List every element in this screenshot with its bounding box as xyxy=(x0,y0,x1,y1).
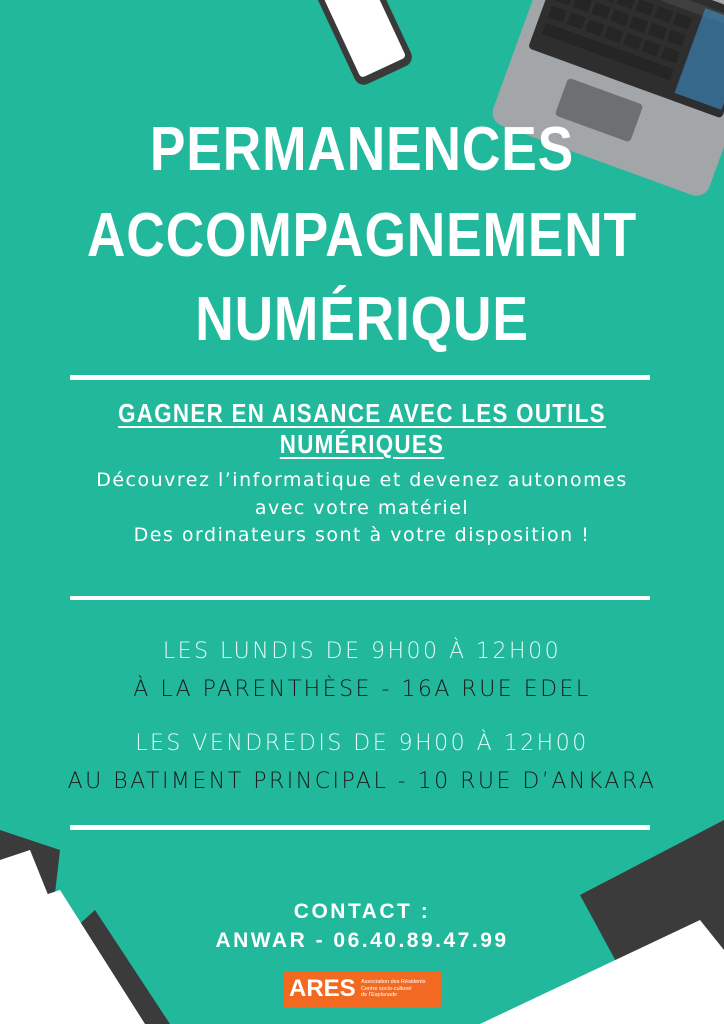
contact-phone: ANWAR - 06.40.89.47.99 xyxy=(215,929,509,952)
title-line-3: NUMÉRIQUE xyxy=(195,285,529,354)
description-line-3: Des ordinateurs sont à votre disposition ! xyxy=(133,524,591,546)
divider xyxy=(70,375,650,380)
logo-wordmark: ARES xyxy=(289,975,356,1002)
smartphone-icon xyxy=(300,0,430,105)
ares-logo xyxy=(283,971,441,1007)
subtitle: GAGNER EN AISANCE AVEC LES OUTILS NUMÉRIQUES xyxy=(118,398,606,459)
logo-subtitle-line: Centre socio-culturel xyxy=(361,985,412,992)
logo-subtitle-line: de l’Esplanade xyxy=(361,992,398,999)
schedule-friday-time: LES VENDREDIS DE 9H00 À 12H00 xyxy=(135,731,589,756)
logo-subtitle-line: Association des Résidents xyxy=(361,979,426,986)
divider xyxy=(70,596,650,600)
title-line-2: ACCOMPAGNEMENT xyxy=(86,201,638,270)
divider xyxy=(70,825,650,830)
schedule-friday-place: AU BATIMENT PRINCIPAL - 10 RUE D’ANKARA xyxy=(67,769,657,794)
description-line-1: Découvrez l’informatique et devenez autonomes xyxy=(96,469,628,491)
title-line-1: PERMANENCES xyxy=(149,115,575,184)
schedule-monday-time: LES LUNDIS DE 9H00 À 12H00 xyxy=(162,639,562,664)
schedule-monday-place: À LA PARENTHÈSE - 16A RUE EDEL xyxy=(133,677,591,702)
logo-subtitle xyxy=(361,979,437,999)
description-line-2: avec votre matériel xyxy=(254,497,470,519)
contact-label: CONTACT : xyxy=(293,900,431,923)
